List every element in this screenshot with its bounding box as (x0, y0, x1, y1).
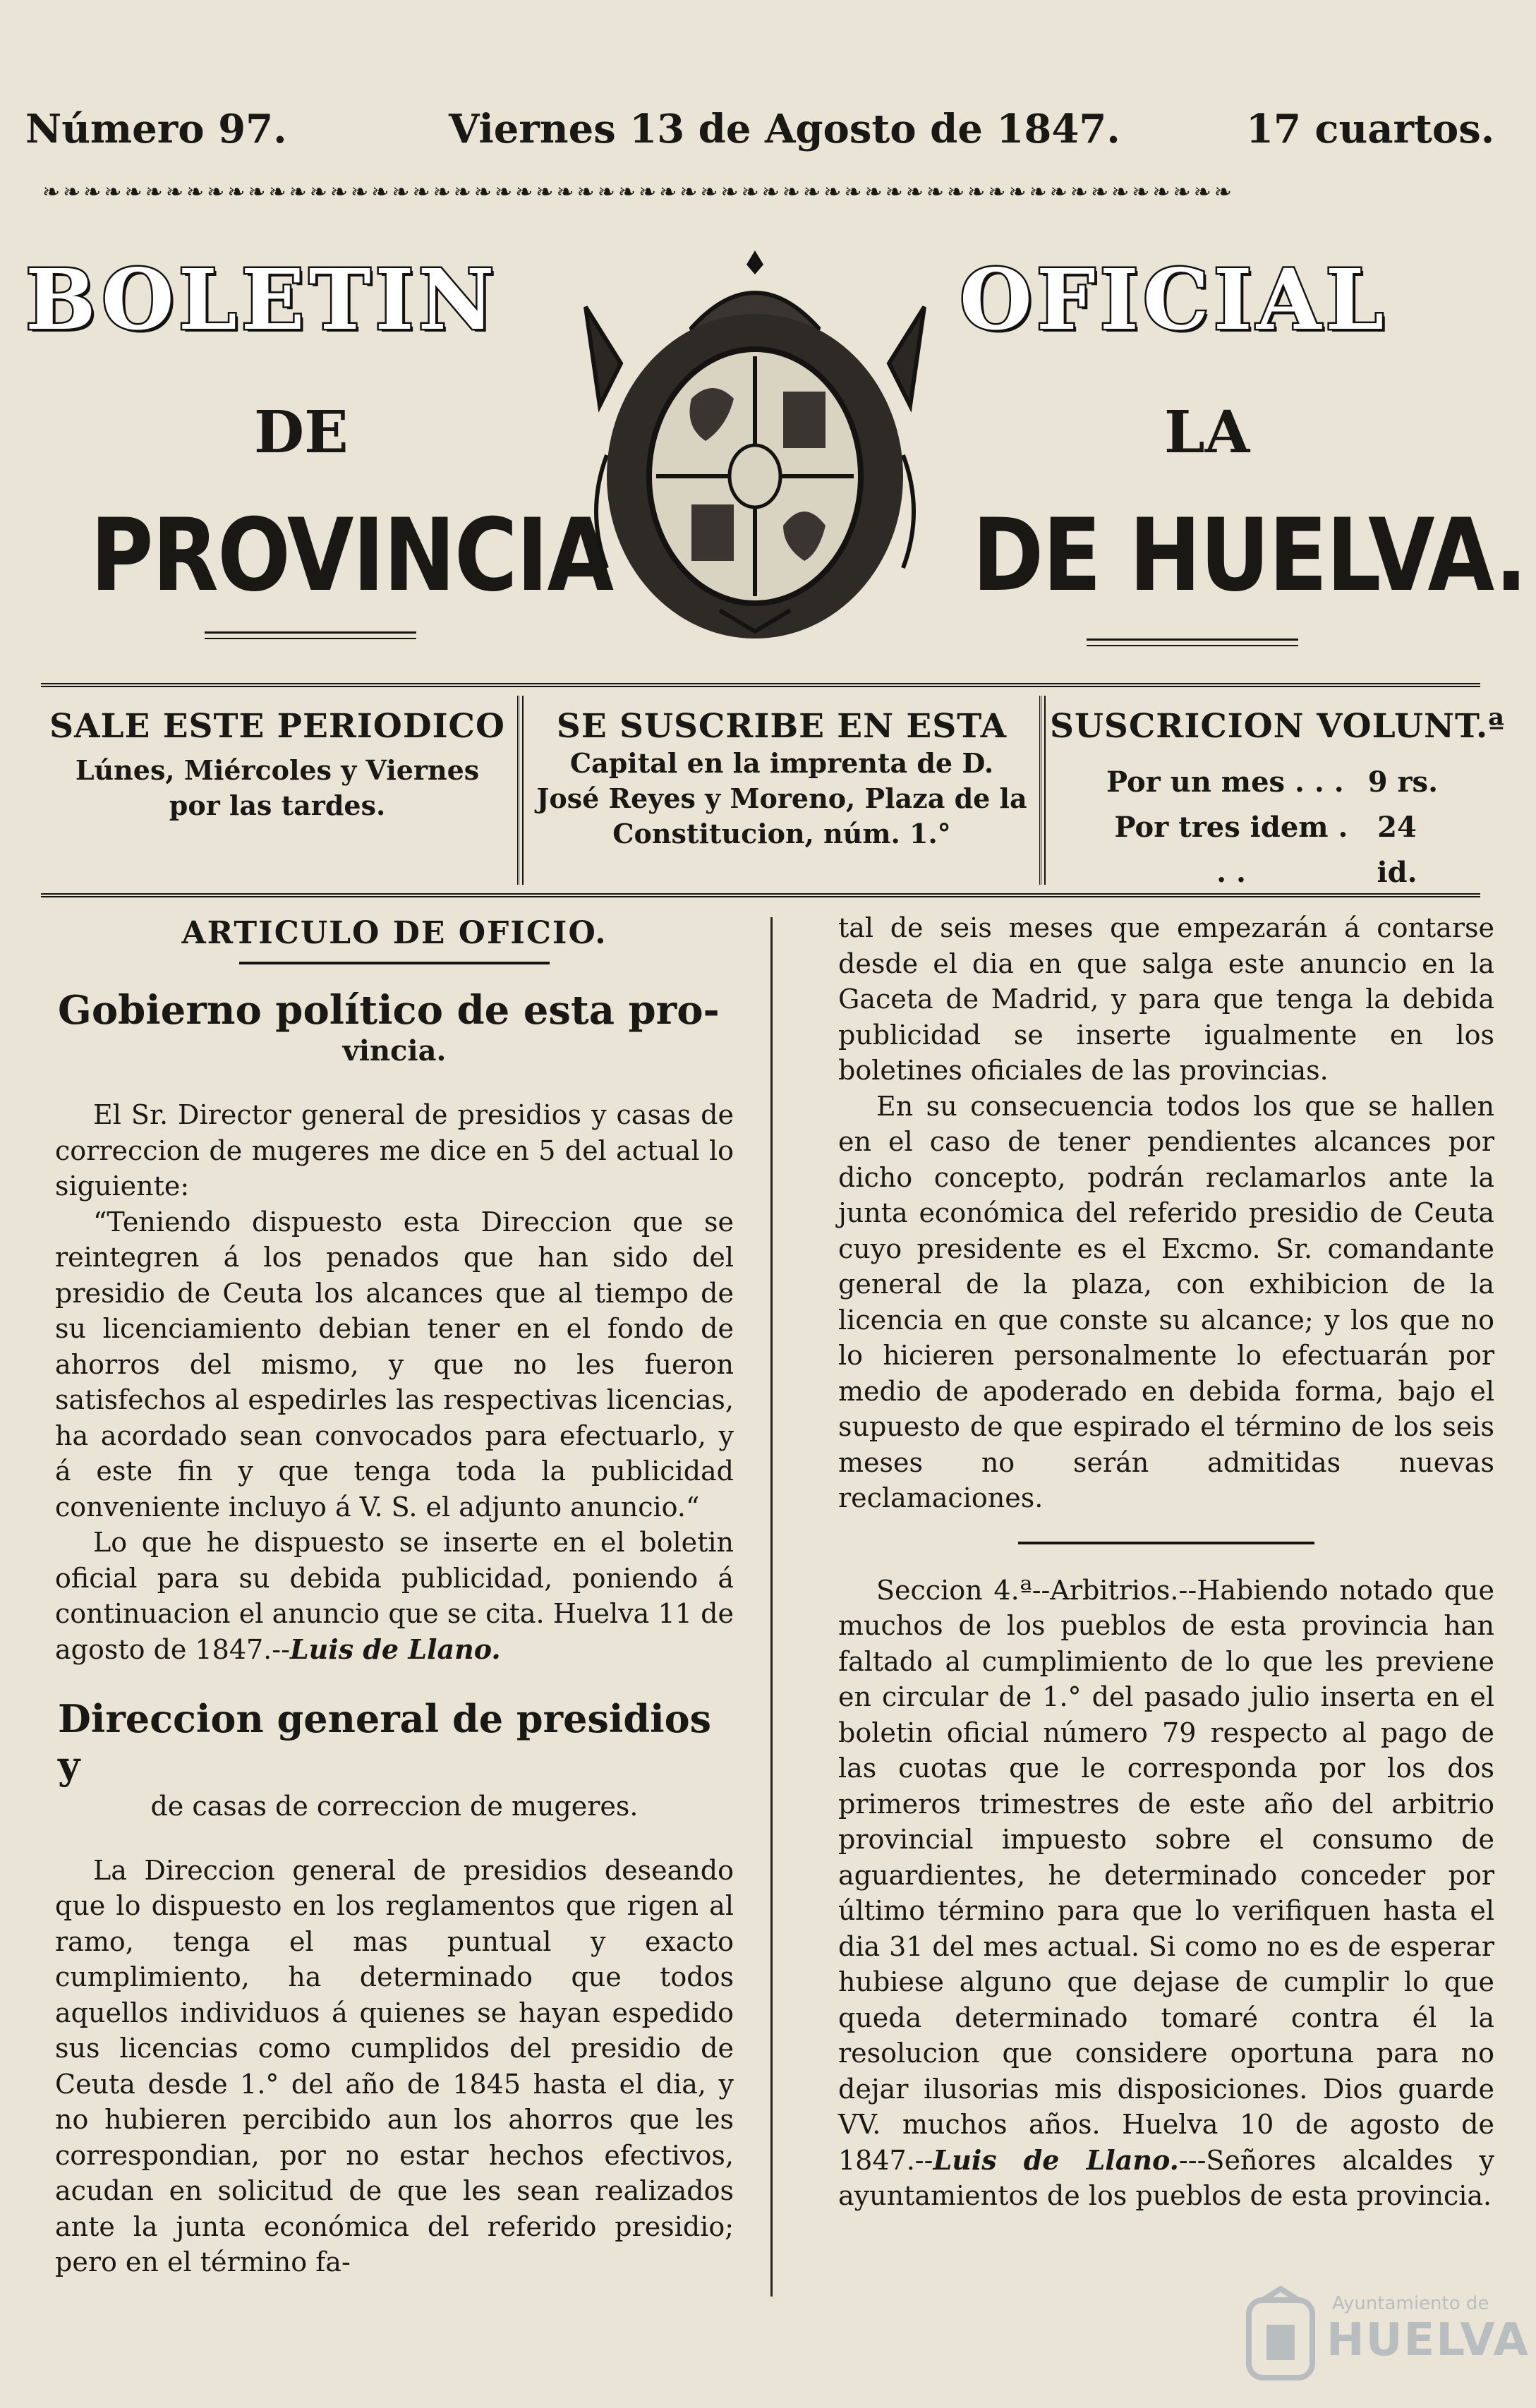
publication-schedule (41, 687, 514, 893)
left-column (55, 910, 734, 2280)
signature: Luis de Llano. (933, 2143, 1179, 2176)
prices-heading: SUSCRICION VOLUNT.ª (1050, 707, 1506, 746)
paragraph-text: ---Señores alcaldes y ayuntamientos de los pueblos de esta provincia. (838, 2144, 1494, 2211)
right-column (838, 910, 1494, 2214)
schedule-heading: SALE ESTE PERIODICO (49, 707, 505, 746)
article-subheading: de casas de correccion de mugeres. (150, 1791, 639, 1822)
watermark-top: Ayuntamiento de (1332, 2293, 1489, 2314)
paragraph: “Teniendo dispuesto esta Direccion que se reintegren á los penados que han sido del presidio de Ceuta los alcances que al tiempo de su licenciamiento debian tener en el fondo de ahorros del mismo, y que no les fueron satisfechos al espedirles las respectivas licencias, ha acordado sean convocados para efectuarlo, y á este fin y que tenga toda la publicidad conveniente incluyo á V. S. el adjunto anuncio.“ (55, 1206, 734, 1523)
subscription-info-box (41, 683, 1506, 897)
paragraph-text: Seccion 4.ª--Arbitrios.--Habiendo notado que muchos de los pueblos de esta provincia han faltado al cumplimiento de lo que les previene en circular de 1.° del pasado julio inserta en el boletin oficial número 79 respecto al pago de las cuotas que le corresponda por los dos primeros trimestres de este año del arbitrio provincial impuesto sobre el consumo de aguardientes, he determinado conceder por último término para que lo verifiquen hasta el dia 31 del mes actual. Si como no es de esperar hubiese alguno que dejase de cumplir lo que queda determinado tomaré contra él la resolucion que considere oportuna para no dejar ilusorias mis disposiciones. Dios guarde VV. muchos años. Huelva 10 de agosto de 1847.-- (838, 1574, 1494, 2176)
schedule-text: Lúnes, Miércoles y Viernes por las tardes. (75, 754, 480, 821)
price-label: Por tres idem . . . (1114, 811, 1348, 889)
price-label: Por un mes . . . (1106, 766, 1344, 799)
title-provincia: PROVINCIA (90, 497, 613, 614)
title-boletin: BOLETIN (25, 250, 499, 349)
archive-watermark (1242, 2286, 1530, 2392)
city-seal-icon (1242, 2286, 1319, 2385)
paragraph: En su consecuencia todos los que se hallen en el caso de tener pendientes alcances por dicho concepto, podrán reclamarlos ante la junta económica del referido presidio de Ceuta cuyo presidente es el Excmo. Sr. comandante general de la plaza, con exhibicion de la licencia en que conste su alcance; y los que no lo hicieren personalmente lo efectuarán por medio de apoderado en debida forma, bajo el supuesto de que espirado el término de los seis meses no serán admitidas nuevas reclamaciones. (838, 1090, 1494, 1513)
ornament-rule: ❧❧❧❧❧❧❧❧❧❧❧❧❧❧❧❧❧❧❧❧❧❧❧❧❧❧❧❧❧❧❧❧❧❧❧❧❧❧❧❧❧❧❧❧❧❧❧❧❧❧❧❧❧❧❧❧❧❧ (42, 180, 1235, 201)
subscription-text: Capital en la imprenta de D. José Reyes y Moreno, Plaza de la Constitucion, núm. 1.° (536, 747, 1027, 849)
issue-number: Número 97. (25, 106, 287, 152)
watermark-name: HUELVA (1326, 2314, 1530, 2366)
article-heading: Gobierno político de esta pro- (58, 986, 720, 1034)
signature: Luis de Llano. (289, 1633, 501, 1665)
article-heading-cont: vincia. (342, 1034, 447, 1067)
subscription-heading: SE SUSCRIBE EN ESTA (556, 707, 1008, 746)
title-huelva: DE HUELVA. (972, 497, 1527, 614)
price-value: 9 rs. (1367, 766, 1438, 799)
issue-line (25, 106, 1495, 162)
paragraph (838, 1573, 1494, 2214)
article-rule (1018, 1542, 1314, 1544)
price-value: 24 id. (1377, 811, 1417, 889)
info-divider (1039, 696, 1046, 885)
paragraph-text: Lo que he dispuesto se inserte en el boletin oficial para su debida publicidad, poniendo á continuacion el anuncio que se cita. Huelva 11 de agosto de 1847.-- (55, 1527, 734, 1665)
price-row (1050, 760, 1480, 805)
subscription-prices (1050, 687, 1506, 893)
section-rule (239, 962, 550, 964)
info-divider (517, 696, 524, 885)
title-de: DE (254, 399, 349, 466)
coat-of-arms-icon (579, 243, 931, 639)
title-oficial: OFICIAL (960, 250, 1389, 349)
paragraph: El Sr. Director general de presidios y casas de correccion de mugeres me dice en 5 del actual lo siguiente: (55, 1099, 734, 1202)
issue-price: 17 cuartos. (1246, 106, 1495, 152)
issue-date: Viernes 13 de Agosto de 1847. (449, 106, 1120, 152)
paragraph (55, 1525, 734, 1667)
column-divider (770, 917, 773, 2297)
price-row (1050, 805, 1480, 895)
masthead-rule-left (205, 631, 416, 639)
paragraph: tal de seis meses que empezarán á contarse desde el dia en que salga este anuncio en la Gaceta de Madrid, y para que tenga la debida publicidad se inserte igualmente en los boletines oficiales de las provincias. (838, 912, 1494, 1086)
paragraph: La Direccion general de presidios deseando que lo dispuesto en los reglamentos que rigen al ramo, tenga el mas puntual y exacto cumplimiento, ha determinado que todos aquellos individuos á quienes se hayan espedido sus licencias como cumplidos del presidio de Ceuta desde 1.° del año de 1845 hasta el dia, y no hubieren percibido aun los ahorros que les correspondian, por no estar hechos efectivos, acudan en solicitud de que les sean realizados ante la junta económica del referido presidio; pero en el término fa- (55, 1854, 734, 2277)
section-heading: ARTICULO DE OFICIO. (181, 915, 607, 951)
title-la: LA (1164, 399, 1250, 466)
article-heading: Direccion general de presidios y (58, 1696, 712, 1788)
masthead-rule-right (1087, 639, 1298, 646)
subscription-location (528, 687, 1036, 893)
